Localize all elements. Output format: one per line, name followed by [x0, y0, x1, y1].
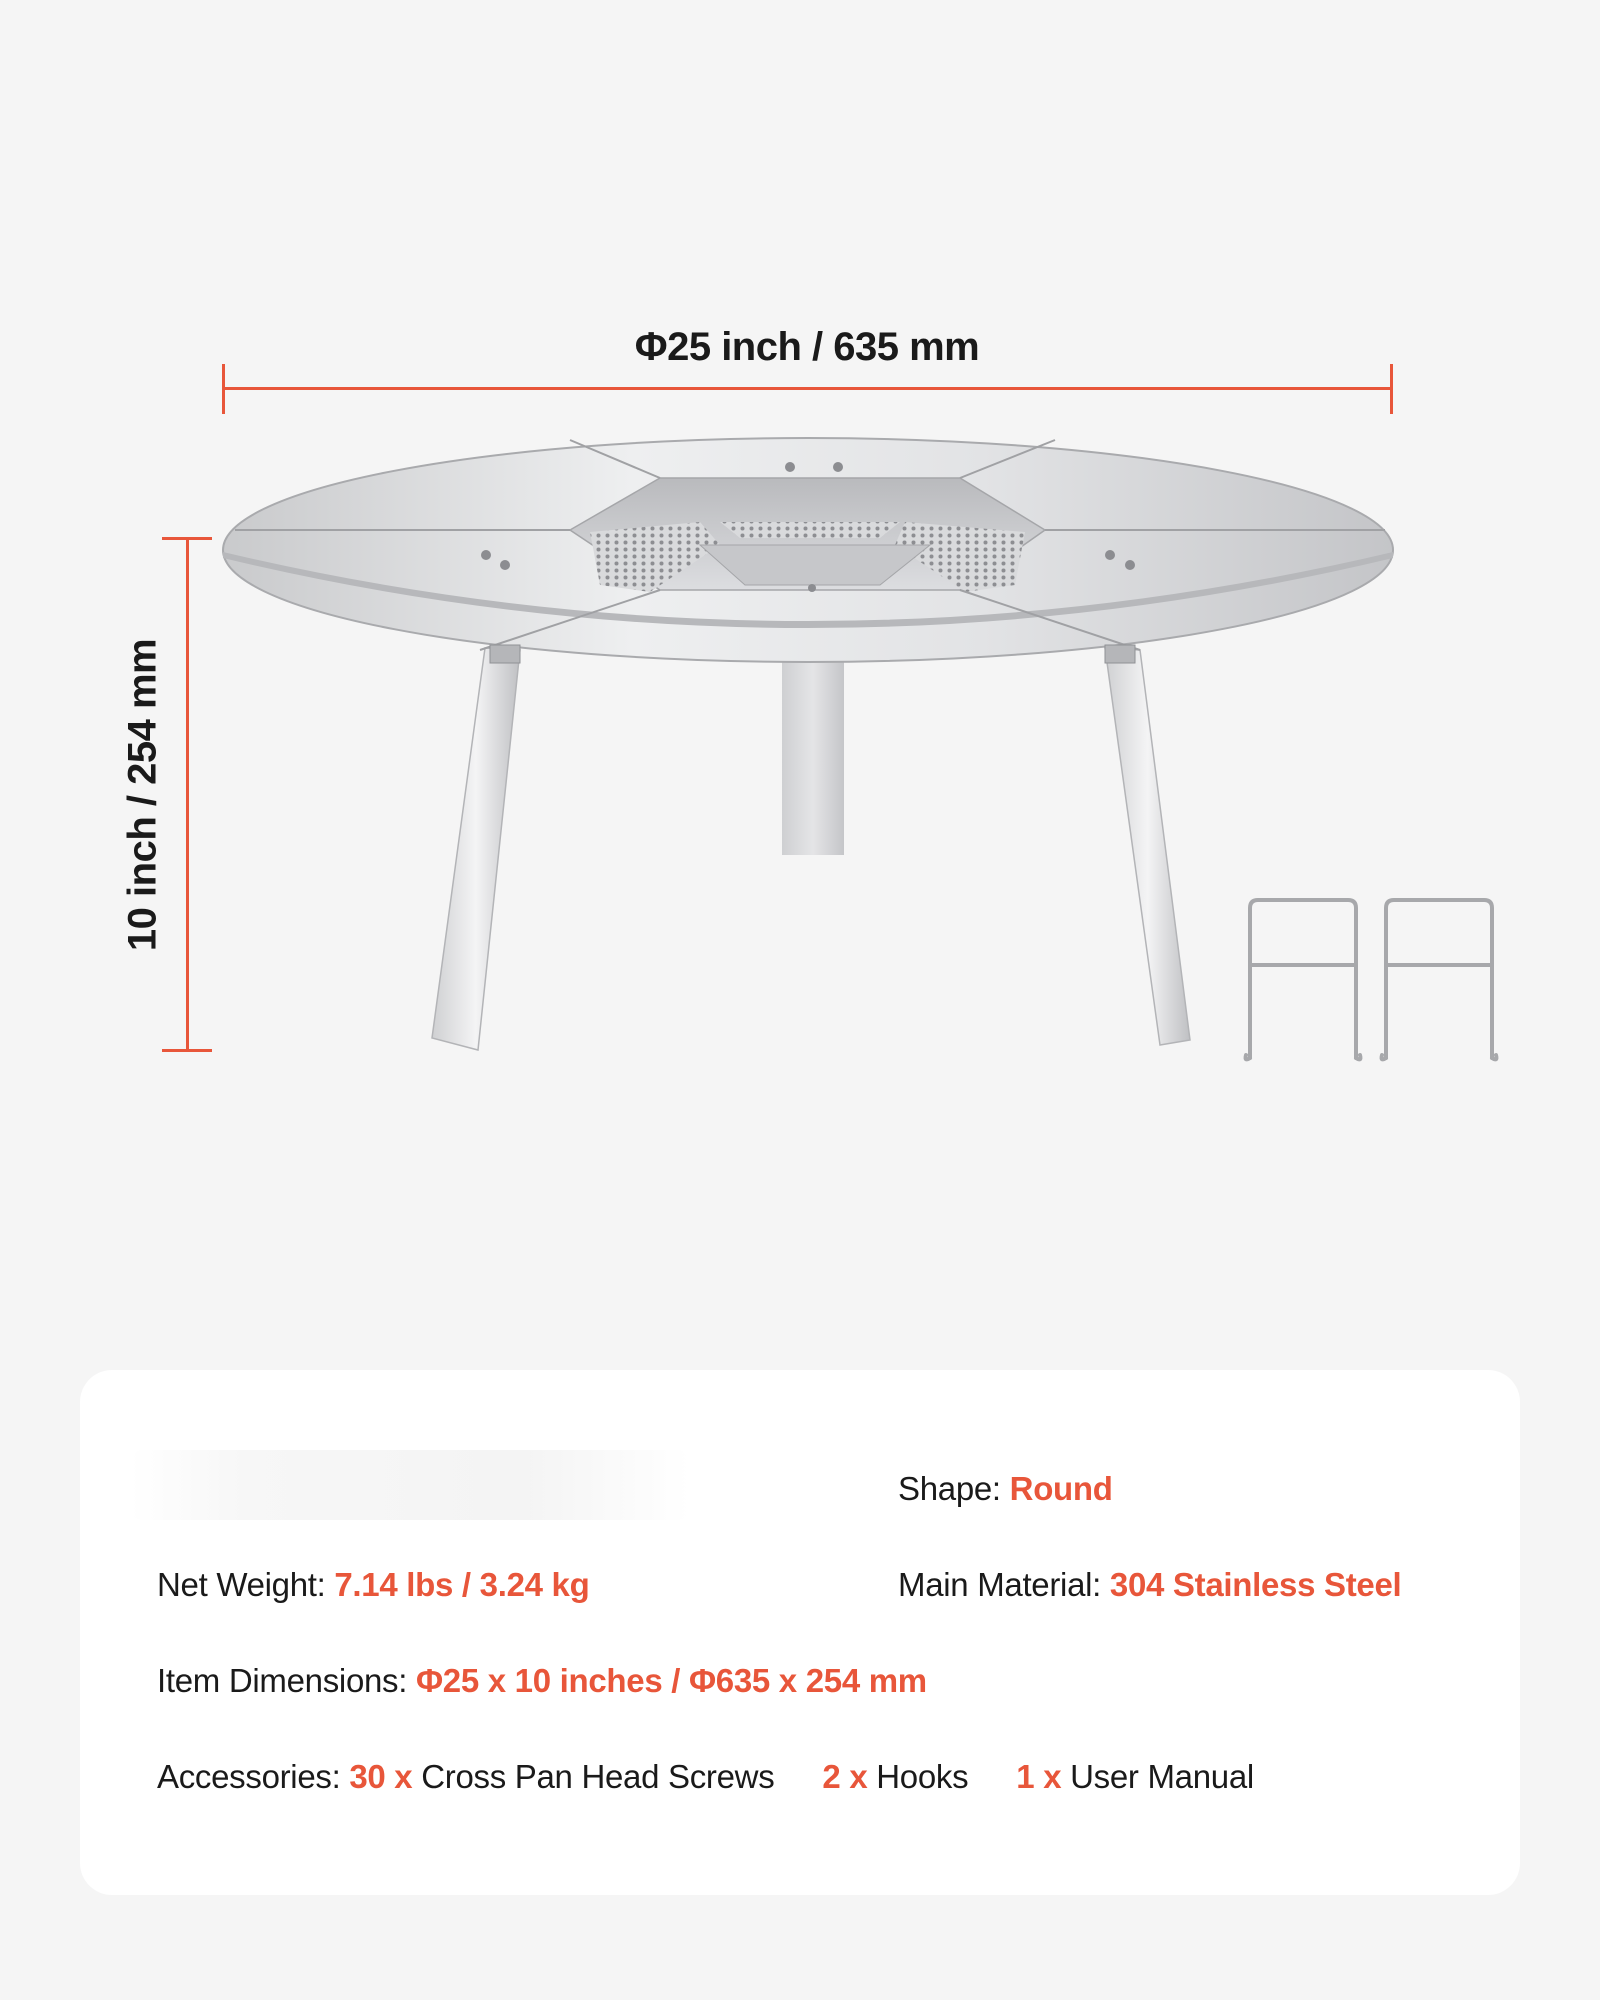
height-dimension-label: 10 inch / 254 mm: [120, 638, 165, 952]
width-dimension-line: [224, 387, 1392, 390]
spec-card: [80, 1370, 1520, 1895]
spec-net-weight: [157, 1566, 589, 1604]
spec-shape: [898, 1470, 1113, 1508]
accessory-name: Cross Pan Head Screws: [412, 1758, 775, 1795]
hooks-image: [1230, 890, 1530, 1070]
right-leg: [1105, 648, 1190, 1045]
spec-net-weight-label: Net Weight:: [157, 1566, 335, 1603]
spec-shape-value: Round: [1009, 1470, 1113, 1507]
width-dimension-tick-right: [1390, 364, 1393, 414]
width-dimension-tick-left: [222, 364, 225, 414]
accessory-qty: 30 x: [349, 1758, 413, 1795]
spec-accessories: [157, 1758, 1254, 1796]
spec-item-dimensions-label: Item Dimensions:: [157, 1662, 416, 1699]
blurred-placeholder: [130, 1450, 690, 1520]
spec-item-dimensions: [157, 1662, 927, 1700]
spec-net-weight-value: 7.14 lbs / 3.24 kg: [334, 1566, 590, 1603]
spec-main-material-label: Main Material:: [898, 1566, 1110, 1603]
spec-shape-label: Shape:: [898, 1470, 1010, 1507]
accessory-qty: 1 x: [1016, 1758, 1062, 1795]
width-dimension-label: Φ25 inch / 635 mm: [634, 325, 980, 369]
spec-main-material: [898, 1566, 1401, 1604]
spec-item-dimensions-value: Φ25 x 10 inches / Φ635 x 254 mm: [415, 1662, 927, 1699]
accessory-name: Hooks: [867, 1758, 969, 1795]
accessory-qty: 2 x: [822, 1758, 868, 1795]
spec-main-material-value: 304 Stainless Steel: [1109, 1566, 1402, 1603]
spec-accessories-label: Accessories:: [157, 1758, 350, 1795]
left-leg: [432, 648, 520, 1050]
accessory-name: User Manual: [1061, 1758, 1254, 1795]
